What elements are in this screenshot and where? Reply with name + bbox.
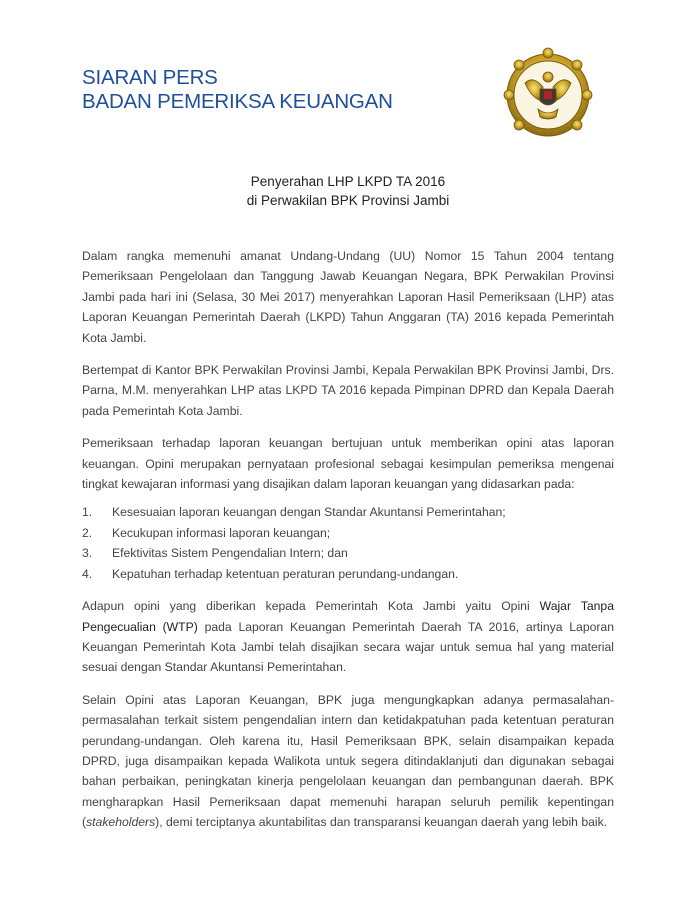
paragraph-5-text-a: Selain Opini atas Laporan Keuangan, BPK juga mengungkapkan adanya permasalahan-permasalahan terkait sistem pengendalian intern dan ketidakpatuhan pada ketentuan peraturan perundang-undangan. Oleh karena itu, Hasil Pemeriksaan BPK, selain disampaikan kepada DPRD, juga disampaikan kepada Walikota untuk segera ditindaklanjuti dan digunakan sebagai bahan perbaikan, peningkatan kinerja pengelolaan keuangan dan pembangunan daerah. BPK mengharapkan Hasil Pemeriksaan dapat memenuhi harapan seluruh pemilik kepentingan (: [82, 692, 614, 830]
paragraph-4-text-b: pada Laporan Keuangan Pemerintah Daerah TA 2016, artinya Laporan Keuangan Pemerintah Kota Jambi telah disajikan secara wajar untuk semua hal yang material sesuai dengan Standar Akuntansi Pemerintahan.: [82, 619, 614, 675]
press-release-header: [82, 66, 393, 114]
list-number: 2.: [82, 525, 93, 540]
list-number: 4.: [82, 566, 93, 581]
list-text: Kesesuaian laporan keuangan dengan Standar Akuntansi Pemerintahan;: [112, 505, 506, 520]
paragraph-5: [82, 690, 614, 833]
list-text: Efektivitas Sistem Pengendalian Intern; dan: [112, 546, 348, 561]
title-line-2: di Perwakilan BPK Provinsi Jambi: [246, 193, 450, 208]
list-item: [82, 564, 614, 584]
document-title: [82, 172, 614, 210]
press-release-body: [82, 246, 614, 845]
garuda-emblem-icon: [503, 45, 593, 141]
title-line-1: Penyerahan LHP LKPD TA 2016: [250, 174, 446, 189]
header-line-2: BADAN PEMERIKSA KEUANGAN: [82, 90, 393, 113]
paragraph-4: [82, 596, 614, 678]
list-item: [82, 543, 614, 563]
header-line-1: SIARAN PERS: [82, 66, 218, 89]
paragraph-4-text-a: Adapun opini yang diberikan kepada Pemerintah Kota Jambi yaitu Opini: [82, 599, 540, 614]
list-text: Kepatuhan terhadap ketentuan peraturan perundang-undangan.: [112, 566, 459, 581]
paragraph-2: Bertempat di Kantor BPK Perwakilan Provinsi Jambi, Kepala Perwakilan BPK Provinsi Jambi, Drs. Parna, M.M. menyerahkan LHP atas LKPD TA 2016 kepada Pimpinan DPRD dan Kepala Daerah pada Pemerintah Kota Jambi.: [82, 363, 614, 418]
list-item: [82, 502, 614, 522]
list-text: Kecukupan informasi laporan keuangan;: [112, 525, 331, 540]
list-number: 3.: [82, 546, 93, 561]
criteria-list: [82, 502, 614, 584]
stakeholders-term: stakeholders: [86, 815, 156, 830]
paragraph-1: Dalam rangka memenuhi amanat Undang-Undang (UU) Nomor 15 Tahun 2004 tentang Pemeriksaan Pengelolaan dan Tanggung Jawab Keuangan Negara, BPK Perwakilan Provinsi Jambi pada hari ini (Selasa, 30 Mei 2017) menyerahkan Laporan Hasil Pemeriksaan (LHP) atas Laporan Keuangan Pemerintah Daerah (LKPD) Tahun Anggaran (TA) 2016 kepada Pemerintah Kota Jambi.: [82, 249, 614, 345]
list-number: 1.: [82, 505, 93, 520]
paragraph-3: Pemeriksaan terhadap laporan keuangan bertujuan untuk memberikan opini atas laporan keuangan. Opini merupakan pernyataan profesional sebagai kesimpulan pemeriksa mengenai tingkat kewajaran informasi yang disajikan dalam laporan keuangan yang didasarkan pada:: [82, 436, 614, 492]
paragraph-5-text-b: ), demi terciptanya akuntabilitas dan transparansi keuangan daerah yang lebih baik.: [155, 815, 608, 830]
list-item: [82, 523, 614, 543]
opinion-emphasis: Wajar Tanpa Pengecualian (WTP): [82, 599, 614, 634]
